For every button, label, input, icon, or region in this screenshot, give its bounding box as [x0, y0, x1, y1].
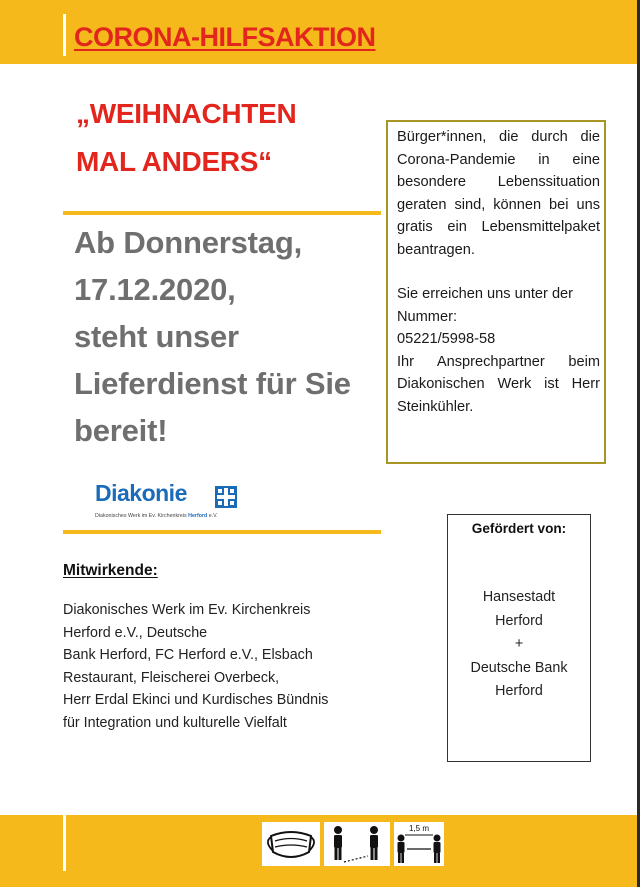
contributors-line: Herr Erdal Ekinci und Kurdisches Bündnis	[63, 692, 329, 709]
headline-line: 17.12.2020,	[74, 272, 236, 307]
distance-people-icon	[324, 822, 390, 866]
bottom-yellow-band	[0, 815, 640, 887]
event-title	[76, 90, 296, 186]
top-band-divider	[63, 14, 66, 56]
contributors-line: Diakonisches Werk im Ev. Kirchenkreis	[63, 602, 311, 618]
logo-subline	[95, 513, 218, 519]
sponsor-line: Herford	[495, 612, 543, 629]
sponsor-title: Gefördert von:	[471, 521, 567, 536]
contributors-line: Bank Herford, FC Herford e.V., Elsbach	[63, 647, 313, 664]
event-title-line: MAL ANDERS“	[76, 146, 272, 177]
header-title: CORONA-HILFSAKTION	[74, 22, 376, 52]
sponsor-list	[448, 586, 590, 704]
headline-line: Lieferdienst für Sie	[74, 366, 351, 401]
headline-line: steht unser	[74, 319, 239, 354]
contributors-list	[63, 599, 383, 735]
logo-subline-place: Herford	[188, 513, 208, 519]
event-title-line: „WEIHNACHTEN	[76, 98, 297, 129]
diakonie-cross-icon	[215, 486, 237, 508]
divider-rule	[63, 530, 381, 534]
sponsor-line: Hansestadt	[482, 589, 556, 605]
diakonie-logo	[95, 480, 255, 524]
distance-label: 1,5 m	[408, 824, 430, 833]
contributors-line: für Integration und kulturelle Vielfalt	[63, 714, 287, 731]
distance-1-5m-icon	[394, 822, 444, 866]
sponsor-line: +	[514, 636, 524, 652]
headline-line: bereit!	[74, 413, 168, 448]
sponsor-line: Deutsche Bank	[470, 659, 568, 676]
face-mask-icon	[262, 822, 320, 866]
contact-intro: Sie erreichen uns unter der Nummer:	[397, 286, 574, 325]
info-box	[386, 120, 606, 464]
logo-subline-suffix: e.V.	[208, 513, 218, 519]
contributors-line: Herford e.V., Deutsche	[63, 624, 208, 641]
bottom-band-divider	[63, 815, 66, 871]
sponsor-box	[447, 514, 591, 762]
contributors-title: Mitwirkende:	[63, 562, 158, 579]
divider-rule	[63, 211, 381, 215]
sponsor-line: Herford	[495, 683, 543, 699]
logo-subline-prefix: Diakonisches Werk im Ev. Kirchenkreis	[95, 513, 187, 519]
headline	[74, 219, 351, 454]
contributors-line: Restaurant, Fleischerei Overbeck,	[63, 669, 280, 686]
logo-wordmark: Diakonie	[95, 480, 187, 506]
info-paragraph: Bürger*innen, die durch die Corona-Pandemie in eine besondere Lebenssituation geraten sind, können bei uns gratis ein Lebensmittelpaket beantragen.	[397, 129, 600, 258]
headline-line: Ab Donnerstag,	[74, 225, 302, 260]
contact-person: Ihr Ansprechpartner beim Diakonischen Werk ist Herr Steinkühler.	[397, 353, 600, 415]
spacer	[397, 261, 600, 283]
phone-number: 05221/5998-58	[397, 331, 496, 347]
